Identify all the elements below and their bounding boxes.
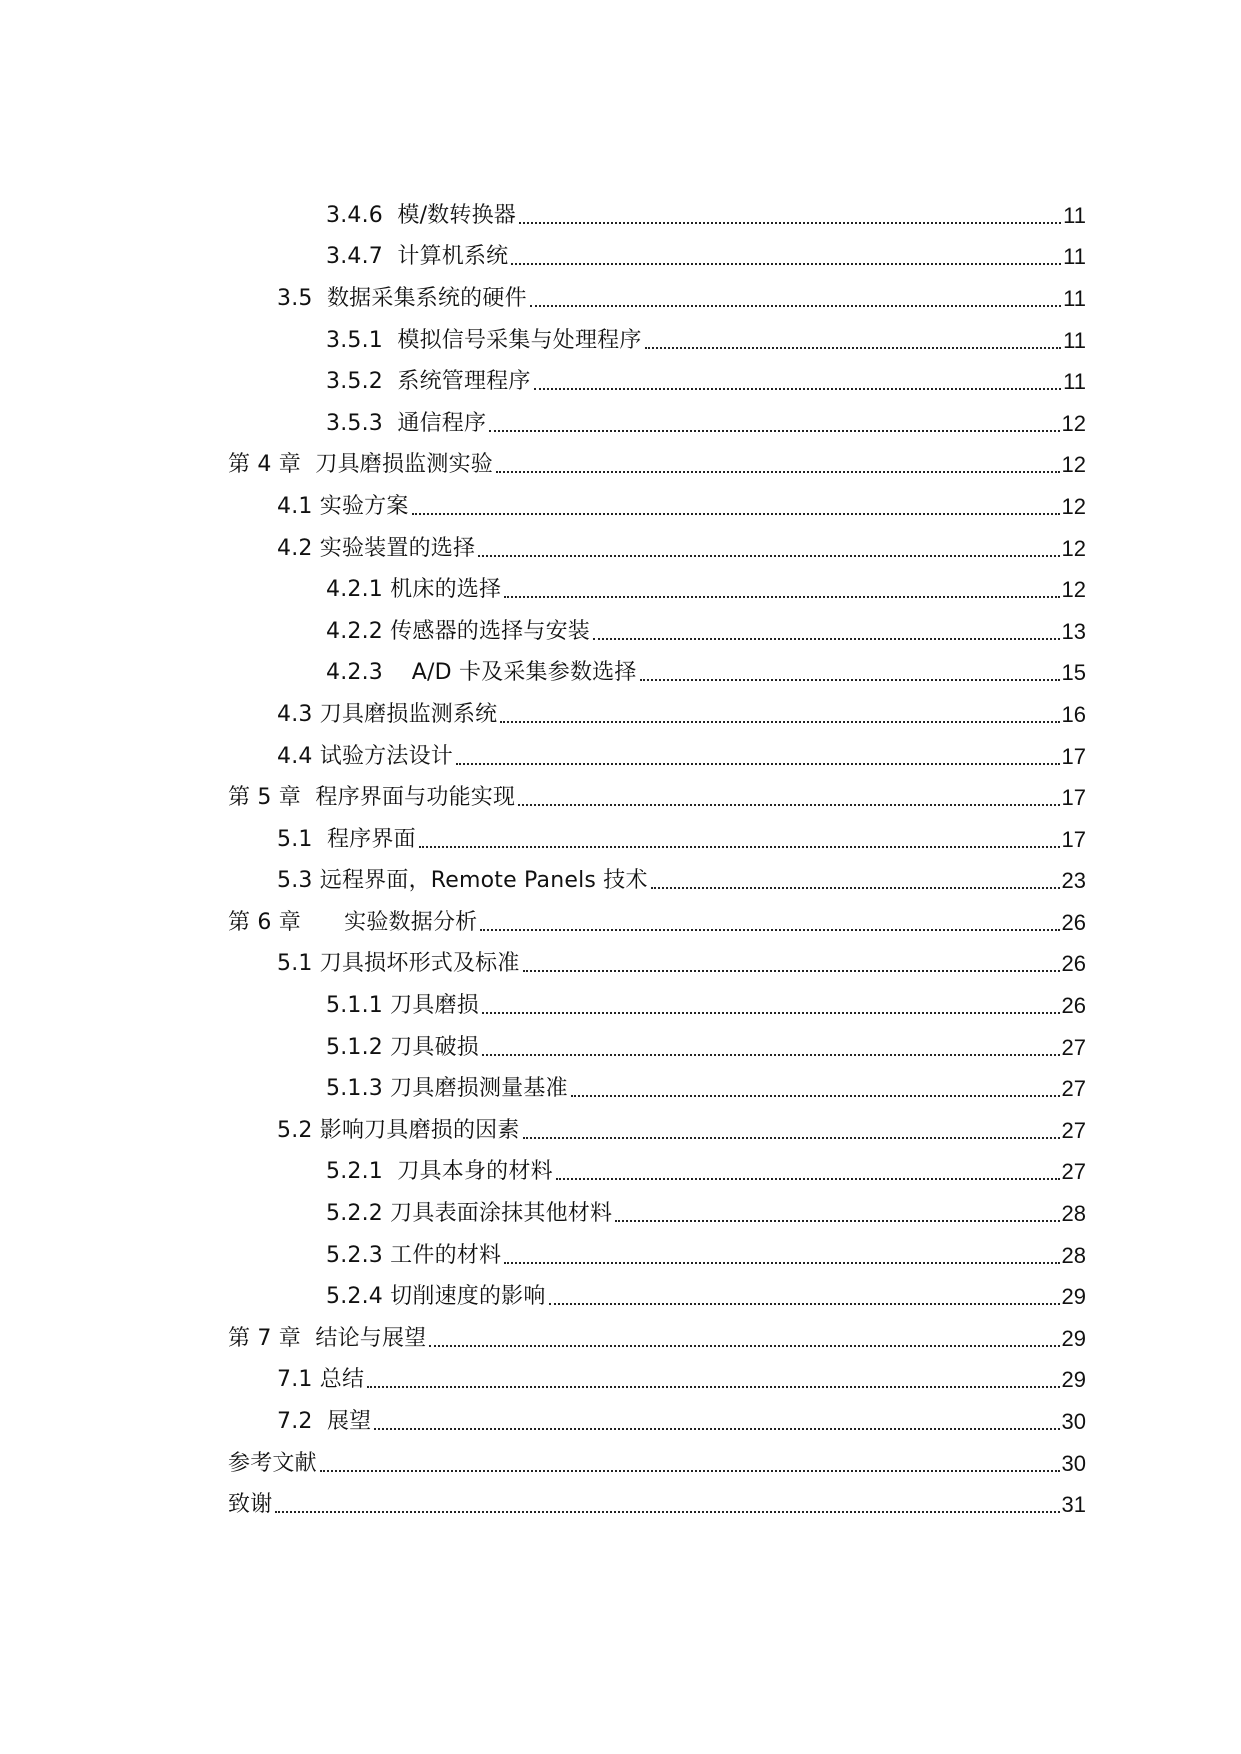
toc-entry-3-5[interactable] — [228, 278, 1086, 320]
toc-entry-3-5-3[interactable] — [228, 403, 1086, 445]
toc-entry-4-2-2[interactable] — [228, 611, 1086, 653]
dot-leader — [518, 804, 1059, 806]
toc-page-number: 12 — [1061, 410, 1086, 436]
toc-page-number: 27 — [1061, 1159, 1086, 1185]
dot-leader — [571, 1095, 1060, 1097]
dot-leader — [504, 1262, 1059, 1264]
dot-leader — [429, 1345, 1059, 1347]
toc-entry-label: 第 6 章 实验数据分析 — [228, 909, 478, 935]
toc-entry-label: 4.2.3 A/D 卡及采集参数选择 — [326, 660, 637, 686]
toc-entry-7-1[interactable] — [228, 1360, 1086, 1402]
toc-entry-3-5-1[interactable] — [228, 320, 1086, 362]
toc-page-number: 12 — [1061, 493, 1086, 519]
toc-entry-label: 4.1 实验方案 — [277, 493, 409, 519]
dot-leader — [615, 1220, 1059, 1222]
toc-entry-label: 3.4.7 计算机系统 — [326, 244, 509, 270]
toc-page-number: 28 — [1061, 1242, 1086, 1268]
toc-page-number: 12 — [1061, 452, 1086, 478]
toc-entry-chapter-6[interactable] — [228, 902, 1086, 944]
dot-leader — [640, 679, 1060, 681]
toc-entry-3-4-6[interactable] — [228, 195, 1086, 237]
dot-leader — [320, 1470, 1060, 1472]
toc-page-number: 17 — [1061, 743, 1086, 769]
toc-entry-label: 第 5 章 程序界面与功能实现 — [228, 785, 516, 811]
toc-page-number: 17 — [1061, 785, 1086, 811]
dot-leader — [412, 513, 1060, 515]
dot-leader — [523, 970, 1060, 972]
dot-leader — [593, 638, 1060, 640]
toc-entry-label: 3.5.3 通信程序 — [326, 410, 487, 436]
toc-entry-3-4-7[interactable] — [228, 237, 1086, 279]
toc-entry-label: 7.1 总结 — [277, 1367, 365, 1393]
toc-entry-label: 5.1 刀具损坏形式及标准 — [277, 951, 520, 977]
toc-entry-5-1-3[interactable] — [228, 1068, 1086, 1110]
toc-entry-5-1-tool-damage[interactable] — [228, 944, 1086, 986]
toc-page-number: 27 — [1061, 1117, 1086, 1143]
dot-leader — [275, 1511, 1059, 1513]
toc-entry-label: 4.4 试验方法设计 — [277, 743, 453, 769]
toc-entry-5-1-1[interactable] — [228, 985, 1086, 1027]
toc-entry-chapter-4[interactable] — [228, 445, 1086, 487]
toc-entry-label: 5.2.1 刀具本身的材料 — [326, 1159, 553, 1185]
toc-page-number: 16 — [1061, 701, 1086, 727]
toc-entry-7-2[interactable] — [228, 1401, 1086, 1443]
dot-leader — [519, 222, 1061, 224]
dot-leader — [504, 596, 1059, 598]
toc-page-number: 31 — [1061, 1492, 1086, 1518]
toc-entry-5-2-1[interactable] — [228, 1152, 1086, 1194]
dot-leader — [482, 1012, 1060, 1014]
toc-page-number: 11 — [1063, 285, 1086, 311]
toc-entry-label: 5.3 远程界面，Remote Panels 技术 — [277, 868, 648, 894]
dot-leader — [456, 763, 1060, 765]
toc-page-number: 26 — [1061, 951, 1086, 977]
toc-entry-3-5-2[interactable] — [228, 361, 1086, 403]
toc-entry-5-1-program-ui[interactable] — [228, 819, 1086, 861]
toc-entry-5-3[interactable] — [228, 861, 1086, 903]
toc-entry-label: 5.1 程序界面 — [277, 826, 416, 852]
toc-entry-acknowledgements[interactable] — [228, 1484, 1086, 1526]
toc-entry-label: 3.5.1 模拟信号采集与处理程序 — [326, 327, 642, 353]
toc-entry-5-2-3[interactable] — [228, 1235, 1086, 1277]
toc-entry-label: 第 7 章 结论与展望 — [228, 1325, 427, 1351]
toc-page-number: 12 — [1061, 577, 1086, 603]
dot-leader — [556, 1178, 1060, 1180]
toc-entry-label: 4.3 刀具磨损监测系统 — [277, 701, 498, 727]
toc-entry-label: 5.1.3 刀具磨损测量基准 — [326, 1076, 568, 1102]
toc-page-number: 11 — [1063, 244, 1086, 270]
toc-entry-5-2[interactable] — [228, 1110, 1086, 1152]
toc-entry-label: 5.2.3 工件的材料 — [326, 1242, 502, 1268]
toc-entry-label: 致谢 — [228, 1492, 273, 1518]
toc-entry-label: 4.2 实验装置的选择 — [277, 535, 476, 561]
toc-entry-references[interactable] — [228, 1443, 1086, 1485]
toc-entry-label: 7.2 展望 — [277, 1409, 372, 1435]
dot-leader — [480, 929, 1059, 931]
dot-leader — [645, 347, 1062, 349]
toc-entry-4-4[interactable] — [228, 736, 1086, 778]
dot-leader — [374, 1428, 1059, 1430]
table-of-contents — [228, 195, 1086, 1526]
toc-page-number: 27 — [1061, 1034, 1086, 1060]
dot-leader — [367, 1386, 1059, 1388]
dot-leader — [482, 1054, 1060, 1056]
toc-entry-label: 5.1.1 刀具磨损 — [326, 993, 479, 1019]
dot-leader — [651, 887, 1060, 889]
toc-page-number: 30 — [1061, 1409, 1086, 1435]
toc-entry-label: 4.2.1 机床的选择 — [326, 577, 502, 603]
toc-entry-label: 3.5.2 系统管理程序 — [326, 369, 531, 395]
toc-entry-label: 参考文献 — [228, 1450, 317, 1476]
toc-entry-4-1[interactable] — [228, 486, 1086, 528]
toc-entry-chapter-5[interactable] — [228, 777, 1086, 819]
dot-leader — [534, 388, 1062, 390]
toc-page-number: 15 — [1061, 660, 1086, 686]
dot-leader — [496, 471, 1060, 473]
toc-page-number: 11 — [1063, 369, 1086, 395]
toc-entry-label: 3.5 数据采集系统的硬件 — [277, 285, 527, 311]
toc-entry-5-1-2[interactable] — [228, 1027, 1086, 1069]
toc-page-number: 13 — [1061, 618, 1086, 644]
toc-entry-chapter-7[interactable] — [228, 1318, 1086, 1360]
dot-leader — [511, 263, 1061, 265]
toc-entry-4-2-1[interactable] — [228, 569, 1086, 611]
toc-entry-label: 4.2.2 传感器的选择与安装 — [326, 618, 590, 644]
toc-page-number: 17 — [1061, 826, 1086, 852]
dot-leader — [549, 1303, 1060, 1305]
toc-entry-4-2-3[interactable] — [228, 653, 1086, 695]
toc-page-number: 29 — [1061, 1325, 1086, 1351]
toc-entry-5-2-4[interactable] — [228, 1276, 1086, 1318]
toc-page-number: 29 — [1061, 1284, 1086, 1310]
toc-page-number: 11 — [1063, 202, 1086, 228]
toc-entry-label: 3.4.6 模/数转换器 — [326, 202, 516, 228]
toc-page-number: 23 — [1061, 868, 1086, 894]
dot-leader — [523, 1137, 1060, 1139]
toc-page-number: 27 — [1061, 1076, 1086, 1102]
dot-leader — [489, 430, 1059, 432]
toc-page-number: 11 — [1063, 327, 1086, 353]
toc-entry-label: 第 4 章 刀具磨损监测实验 — [228, 452, 493, 478]
dot-leader — [419, 846, 1060, 848]
toc-entry-label: 5.2.2 刀具表面涂抹其他材料 — [326, 1201, 613, 1227]
toc-page-number: 26 — [1061, 993, 1086, 1019]
toc-entry-5-2-2[interactable] — [228, 1193, 1086, 1235]
toc-entry-label: 5.2.4 切削速度的影响 — [326, 1284, 546, 1310]
toc-entry-label: 5.2 影响刀具磨损的因素 — [277, 1117, 520, 1143]
toc-page-number: 26 — [1061, 909, 1086, 935]
toc-page-number: 12 — [1061, 535, 1086, 561]
dot-leader — [478, 555, 1059, 557]
toc-entry-4-2[interactable] — [228, 528, 1086, 570]
toc-page-number: 30 — [1061, 1450, 1086, 1476]
toc-entry-label: 5.1.2 刀具破损 — [326, 1034, 479, 1060]
dot-leader — [530, 305, 1061, 307]
toc-page-number: 29 — [1061, 1367, 1086, 1393]
toc-page-number: 28 — [1061, 1201, 1086, 1227]
dot-leader — [500, 721, 1059, 723]
toc-entry-4-3[interactable] — [228, 694, 1086, 736]
